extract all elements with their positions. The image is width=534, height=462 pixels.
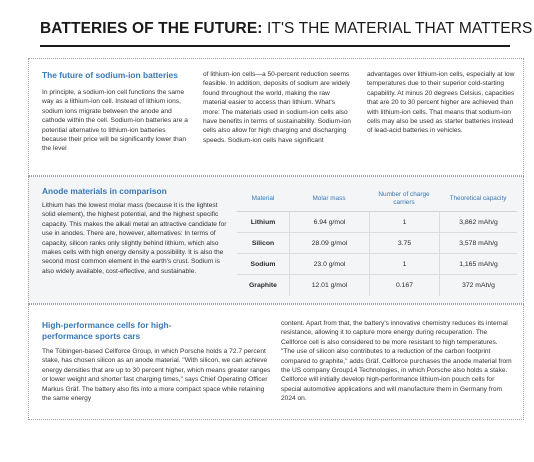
sodium-column-2: of lithium-ion cells—a 50-percent reduction seems feasible. In addition, deposits of sodium are widely found throughout the world, making the raw material easier to access than lithium. What's more: The materials used in sodium-ion cells also have benefits in terms of sustainability. Sodium-ion cells also allow for high charging and discharging speeds. Sodium-ion cells have significant	[203, 71, 351, 144]
anode-materials-section	[28, 176, 524, 304]
cell-material: Graphite	[249, 282, 277, 289]
anode-section-title: Anode materials in comparison	[42, 186, 167, 196]
table-row	[237, 275, 517, 296]
sodium-column-1: In principle, a sodium-ion cell functions the same way as a lithium-ion cell. Instead of lithium ions, sodium ions migrate between the anode and cathode within the cell. Sodium-ion batteries are a potential alternative to lithium-ion batteries because their price will be significantly lower than the level	[42, 89, 188, 153]
performance-column-2: content. Apart from that, the battery's innovative chemistry reduces its internal resistance, allowing it to capture more energy during recuperation. The Cellforce cell is also considered to be more resistant to high temperatures. "The use of silicon also contributes to a reduction of the carbon footprint compared to graphite," adds Gräf. Cellforce purchases the anode material from the US company Group14 Technologies, in which Porsche also holds a stake. Cellforce will initially develop high-performance lithium-ion pouch cells for special automotive applications and will manufacture them in Germany from 2024 on.	[281, 320, 512, 403]
cell-charge-carriers: 0.167	[369, 275, 439, 296]
cell-charge-carriers: 3.75	[369, 233, 439, 253]
performance-section-title: High-performance cells for high-performance sports cars	[42, 320, 172, 341]
header-charge-carriers: Number of charge carriers	[378, 190, 430, 206]
headline-bold: BATTERIES OF THE FUTURE:	[40, 20, 263, 37]
table-row	[237, 254, 517, 275]
anode-description: Lithium has the lowest molar mass (because it is the lightest solid element), the highest potential, and the highest specific capacity. This makes the alkali metal an attractive candidate for use in anodes. There are, however, alternatives: In terms of capacity, silicon ranks only slightly behind lithium, which also makes cells with high energy density a possibility. It is also the second most common element in the earth's crust. Sodium is also widely available, cost-effective, and sustainable.	[42, 202, 227, 275]
headline-rest: IT'S THE MATERIAL THAT MATTERS	[262, 20, 533, 37]
cell-molar-mass: 6.94 g/mol	[289, 212, 369, 232]
sodium-ion-section	[28, 58, 524, 176]
cell-molar-mass: 23.0 g/mol	[289, 254, 369, 274]
cell-material: Silicon	[251, 239, 275, 247]
cell-charge-carriers: 1	[369, 212, 439, 232]
cell-capacity: 3,578 mAh/g	[439, 233, 517, 253]
cell-molar-mass: 12.01 g/mol	[289, 275, 369, 296]
header-capacity: Theoretical capacity	[449, 194, 507, 202]
cell-material: Sodium	[250, 260, 276, 268]
cell-charge-carriers: 1	[369, 254, 439, 274]
cell-molar-mass: 28.09 g/mol	[289, 233, 369, 253]
page-headline	[40, 20, 533, 47]
table-row	[237, 233, 517, 254]
table-header-row	[237, 186, 517, 212]
high-performance-section	[28, 304, 524, 420]
cell-capacity: 1,165 mAh/g	[439, 254, 517, 274]
sodium-column-3: advantages over lithium-ion cells, especially at low temperatures due to their superior cold-starting capability. At minus 20 degrees Celsius, capacities that are 20 to 30 percent higher are achieved than with lithium-ion cells. That means that sodium-ion cells may also be used as starter batteries instead of lead-acid batteries in vehicles.	[367, 71, 515, 135]
header-material: Material	[251, 194, 275, 202]
sodium-section-title: The future of sodium-ion batteries	[42, 70, 178, 80]
anode-comparison-table	[237, 186, 517, 296]
performance-column-1: The Tübingen-based Cellforce Group, in which Porsche holds a 72.7 percent stake, has chosen silicon as an anode material. "With silicon, we can achieve energy densities that are up to 30 percent higher, which means greater ranges or lower weight and shorter fast charging times," says Chief Operating Officer Markus Gräf. The battery also fits into a more compact space while retaining the same energy	[42, 348, 271, 403]
cell-capacity: 372 mAh/g	[439, 275, 517, 296]
cell-capacity: 3,862 mAh/g	[439, 212, 517, 232]
header-molar-mass: Molar mass	[312, 194, 346, 202]
cell-material: Lithium	[250, 218, 276, 226]
table-row	[237, 212, 517, 233]
